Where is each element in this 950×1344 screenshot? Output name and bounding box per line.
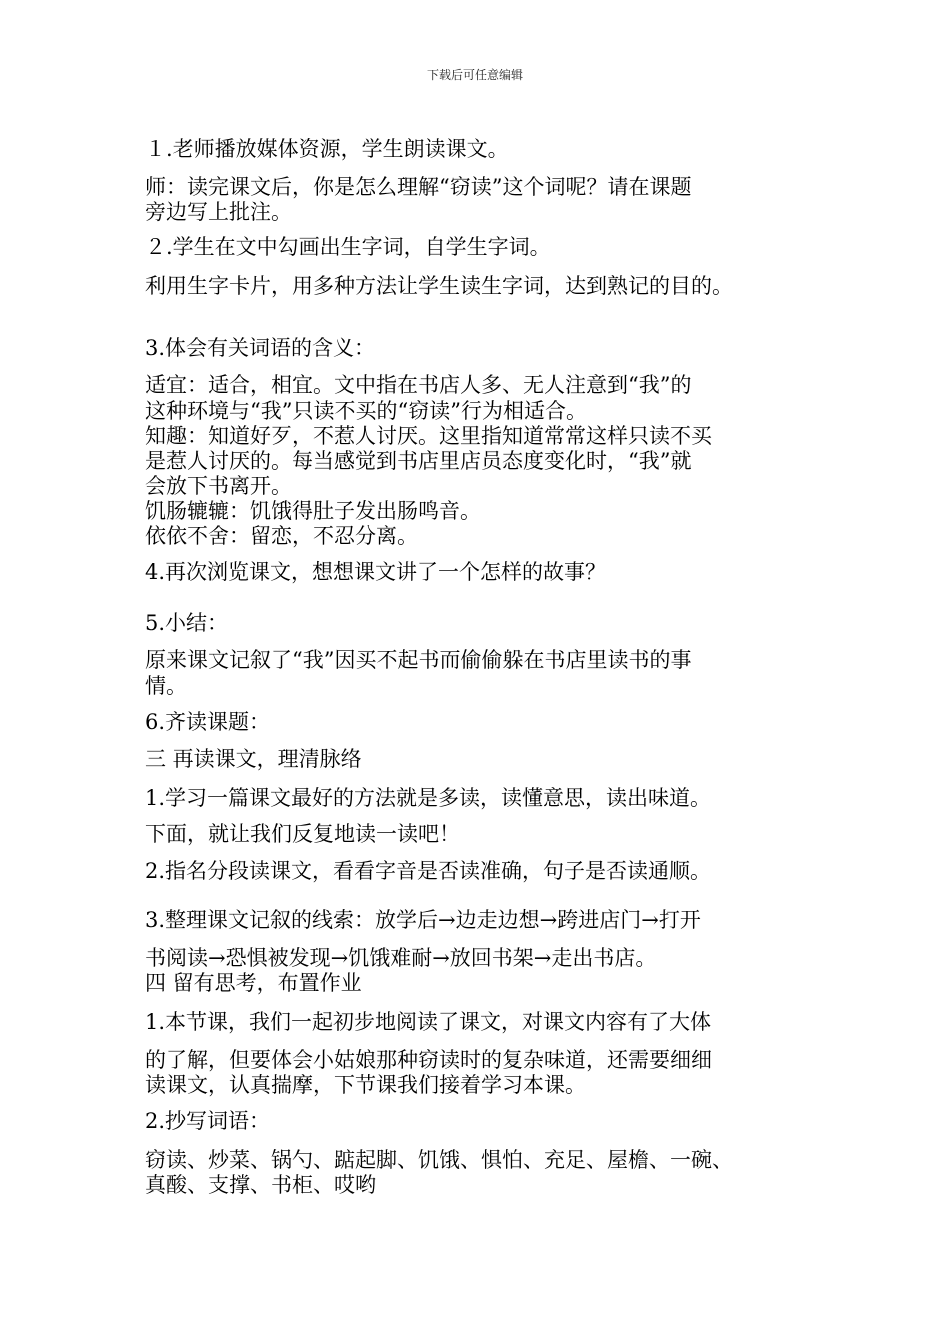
text-line: 三 再读课文，理清脉络 — [145, 747, 362, 771]
text-line: 这种环境与“我”只读不买的“窃读”行为相适合。 — [145, 399, 587, 423]
text-line: 3.体会有关词语的含义： — [145, 336, 376, 360]
text-line: 窃读、炒菜、锅勺、踮起脚、饥饿、惧怕、充足、屋檐、一碗、 — [145, 1148, 733, 1172]
text-line: 3.整理课文记叙的线索：放学后→边走边想→跨进店门→打开 — [145, 908, 701, 932]
text-line: 6.齐读课题： — [145, 710, 271, 734]
text-line: 依依不舍：留恋，不忍分离。 — [145, 524, 418, 548]
text-line: 4.再次浏览课文，想想课文讲了一个怎样的故事？ — [145, 560, 607, 584]
text-line: 的了解，但要体会小姑娘那种窃读时的复杂味道，还需要细细 — [145, 1048, 712, 1072]
text-line: 读课文，认真揣摩，下节课我们接着学习本课。 — [145, 1073, 586, 1097]
text-line: 1.学习一篇课文最好的方法就是多读，读懂意思，读出味道。 — [145, 786, 712, 810]
text-line: 是惹人讨厌的。每当感觉到书店里店员态度变化时，“我”就 — [145, 449, 692, 473]
text-line: 5.小结： — [145, 611, 229, 635]
text-line: 四 留有思考，布置作业 — [145, 971, 362, 995]
text-line: 知趣：知道好歹，不惹人讨厌。这里指知道常常这样只读不买 — [145, 424, 712, 448]
text-line: ２.学生在文中勾画出生字词，自学生字词。 — [145, 235, 551, 259]
text-line: 下面，就让我们反复地读一读吧！ — [145, 822, 460, 846]
text-line: 利用生字卡片，用多种方法让学生读生字词，达到熟记的目的。 — [145, 274, 733, 298]
text-line: 真酸、支撑、书柜、哎哟 — [145, 1173, 376, 1197]
text-line: 2.指名分段读课文，看看字音是否读准确，句子是否读通顺。 — [145, 859, 712, 883]
text-line: 情。 — [145, 674, 187, 698]
text-line: 旁边写上批注。 — [145, 200, 292, 224]
text-line: 书阅读→恐惧被发现→饥饿难耐→放回书架→走出书店。 — [145, 946, 657, 970]
page-header: 下载后可任意编辑 — [426, 68, 523, 82]
text-line: 原来课文记叙了“我”因买不起书而偷偷躲在书店里读书的事 — [145, 648, 692, 672]
text-line: 饥肠辘辘：饥饿得肚子发出肠鸣音。 — [145, 499, 481, 523]
text-line: 师：读完课文后，你是怎么理解“窃读”这个词呢？请在课题 — [145, 175, 692, 199]
text-line: 适宜：适合，相宜。文中指在书店人多、无人注意到“我”的 — [145, 373, 692, 397]
text-line: 会放下书离开。 — [145, 474, 292, 498]
text-line: １.老师播放媒体资源，学生朗读课文。 — [145, 137, 509, 161]
text-line: 2.抄写词语： — [145, 1109, 271, 1133]
text-line: 1.本节课，我们一起初步地阅读了课文，对课文内容有了大体 — [145, 1010, 712, 1034]
